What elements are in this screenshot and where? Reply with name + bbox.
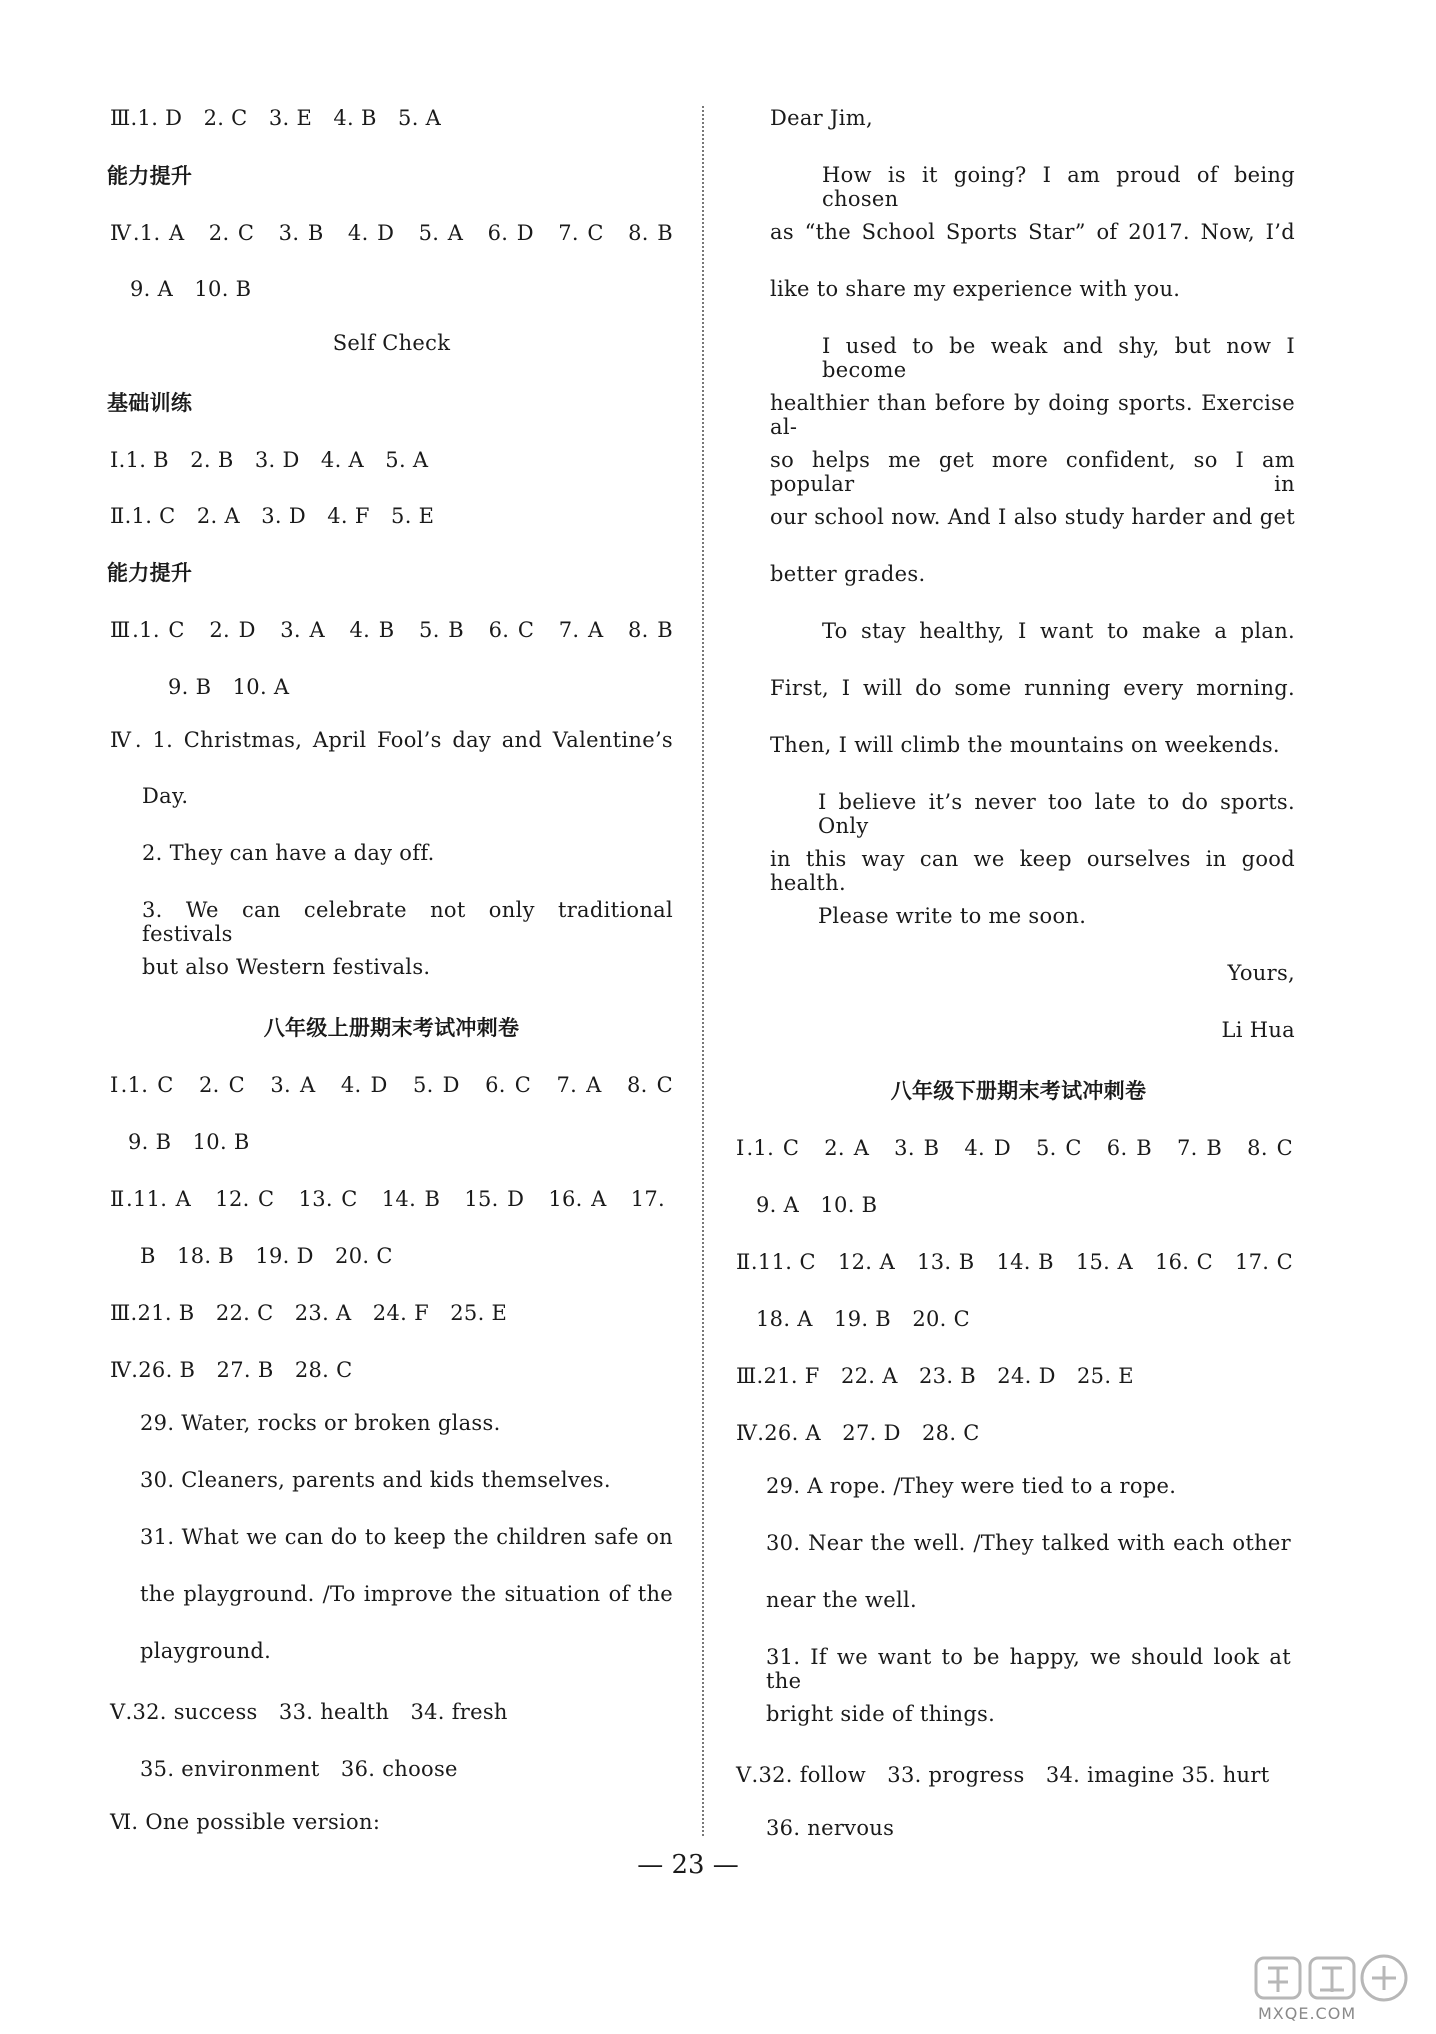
watermark-text: MXQE.COM xyxy=(1258,2004,1357,2023)
answer-line: 36. nervous xyxy=(766,1816,895,1840)
answer-line: Ⅴ.32. success 33. health 34. fresh xyxy=(110,1700,508,1724)
answer-line: Ⅳ.26. A 27. D 28. C xyxy=(736,1421,980,1445)
answer-line: Ⅳ.1. A 2. C 3. B 4. D 5. A 6. D 7. C 8. B xyxy=(110,221,673,245)
answer-line: 35. environment 36. choose xyxy=(140,1757,458,1781)
answer-line: 29. A rope. /They were tied to a rope. xyxy=(766,1474,1177,1498)
answer-line: Ⅲ.21. B 22. C 23. A 24. F 25. E xyxy=(110,1301,508,1325)
letter-line: First, I will do some running every morning. xyxy=(770,676,1295,700)
answer-line: 2. They can have a day off. xyxy=(142,841,435,865)
section-title: 八年级上册期末考试冲刺卷 xyxy=(263,1016,520,1040)
answer-line: Ⅰ.1. C 2. A 3. B 4. D 5. C 6. B 7. B 8. C xyxy=(736,1136,1293,1160)
answer-line: the playground. /To improve the situation of the xyxy=(140,1582,673,1606)
answer-line: 30. Cleaners, parents and kids themselves. xyxy=(140,1468,611,1492)
section-heading: 基础训练 xyxy=(107,391,193,415)
answer-line: 31. What we can do to keep the children safe on xyxy=(140,1525,673,1549)
answer-line: Ⅳ. 1. Christmas, April Fool’s day and Valentine’s xyxy=(110,728,673,752)
answer-line: 30. Near the well. /They talked with each other xyxy=(766,1531,1291,1555)
answer-line: Ⅱ.1. C 2. A 3. D 4. F 5. E xyxy=(110,504,435,528)
page-number: — 23 — xyxy=(637,1850,739,1880)
letter-closing: Yours, xyxy=(1227,961,1295,985)
letter-line: as “the School Sports Star” of 2017. Now, I’d xyxy=(770,220,1295,244)
letter-greeting: Dear Jim, xyxy=(770,106,873,130)
letter-line: healthier than before by doing sports. Exercise al- xyxy=(770,391,1295,439)
answer-line: Ⅲ.1. D 2. C 3. E 4. B 5. A xyxy=(110,106,442,130)
answer-line: Ⅲ.21. F 22. A 23. B 24. D 25. E xyxy=(736,1364,1134,1388)
answer-line: but also Western festivals. xyxy=(142,955,431,979)
section-heading: 能力提升 xyxy=(107,561,193,585)
answer-line: 29. Water, rocks or broken glass. xyxy=(140,1411,501,1435)
answer-line: Ⅵ. One possible version: xyxy=(110,1810,381,1834)
letter-line: I used to be weak and shy, but now I become xyxy=(822,334,1295,382)
section-title: Self Check xyxy=(332,331,451,355)
answer-line: Ⅴ.32. follow 33. progress 34. imagine 35. hurt xyxy=(736,1763,1270,1787)
answer-line: 18. A 19. B 20. C xyxy=(756,1307,970,1331)
answer-line: Ⅱ.11. A 12. C 13. C 14. B 15. D 16. A 17. xyxy=(110,1187,665,1211)
answer-line: 3. We can celebrate not only traditional festivals xyxy=(142,898,673,946)
answer-line: bright side of things. xyxy=(766,1702,996,1726)
answer-line: Ⅳ.26. B 27. B 28. C xyxy=(110,1358,353,1382)
section-title: 八年级下册期末考试冲刺卷 xyxy=(890,1079,1147,1103)
answer-line: Ⅱ.11. C 12. A 13. B 14. B 15. A 16. C 17. C xyxy=(736,1250,1293,1274)
column-divider xyxy=(702,106,704,1836)
answer-line: Ⅰ.1. C 2. C 3. A 4. D 5. D 6. C 7. A 8. C xyxy=(110,1073,673,1097)
answer-line: 31. If we want to be happy, we should look at the xyxy=(766,1645,1291,1693)
letter-line: in this way can we keep ourselves in good health. xyxy=(770,847,1295,895)
letter-line: so helps me get more confident, so I am popular in xyxy=(770,448,1295,496)
answer-line: 9. A 10. B xyxy=(756,1193,878,1217)
letter-line: How is it going? I am proud of being chosen xyxy=(822,163,1295,211)
letter-line: better grades. xyxy=(770,562,926,586)
letter-line: our school now. And I also study harder and get xyxy=(770,505,1295,529)
answer-line: Day. xyxy=(142,784,189,808)
letter-signature: Li Hua xyxy=(1221,1018,1295,1042)
answer-line: Ⅰ.1. B 2. B 3. D 4. A 5. A xyxy=(110,448,429,472)
answer-line: near the well. xyxy=(766,1588,917,1612)
answer-line: Ⅲ.1. C 2. D 3. A 4. B 5. B 6. C 7. A 8. B xyxy=(110,618,673,642)
letter-line: like to share my experience with you. xyxy=(770,277,1181,301)
letter-line: To stay healthy, I want to make a plan. xyxy=(822,619,1295,643)
answer-line: 9. B 10. A xyxy=(168,675,290,699)
answer-line: B 18. B 19. D 20. C xyxy=(140,1244,393,1268)
answer-line: 9. B 10. B xyxy=(128,1130,250,1154)
answer-line: 9. A 10. B xyxy=(130,277,252,301)
letter-line: I believe it’s never too late to do sports. Only xyxy=(818,790,1295,838)
section-heading: 能力提升 xyxy=(107,164,193,188)
answer-line: playground. xyxy=(140,1639,272,1663)
letter-line: Please write to me soon. xyxy=(818,904,1087,928)
letter-line: Then, I will climb the mountains on weekends. xyxy=(770,733,1280,757)
